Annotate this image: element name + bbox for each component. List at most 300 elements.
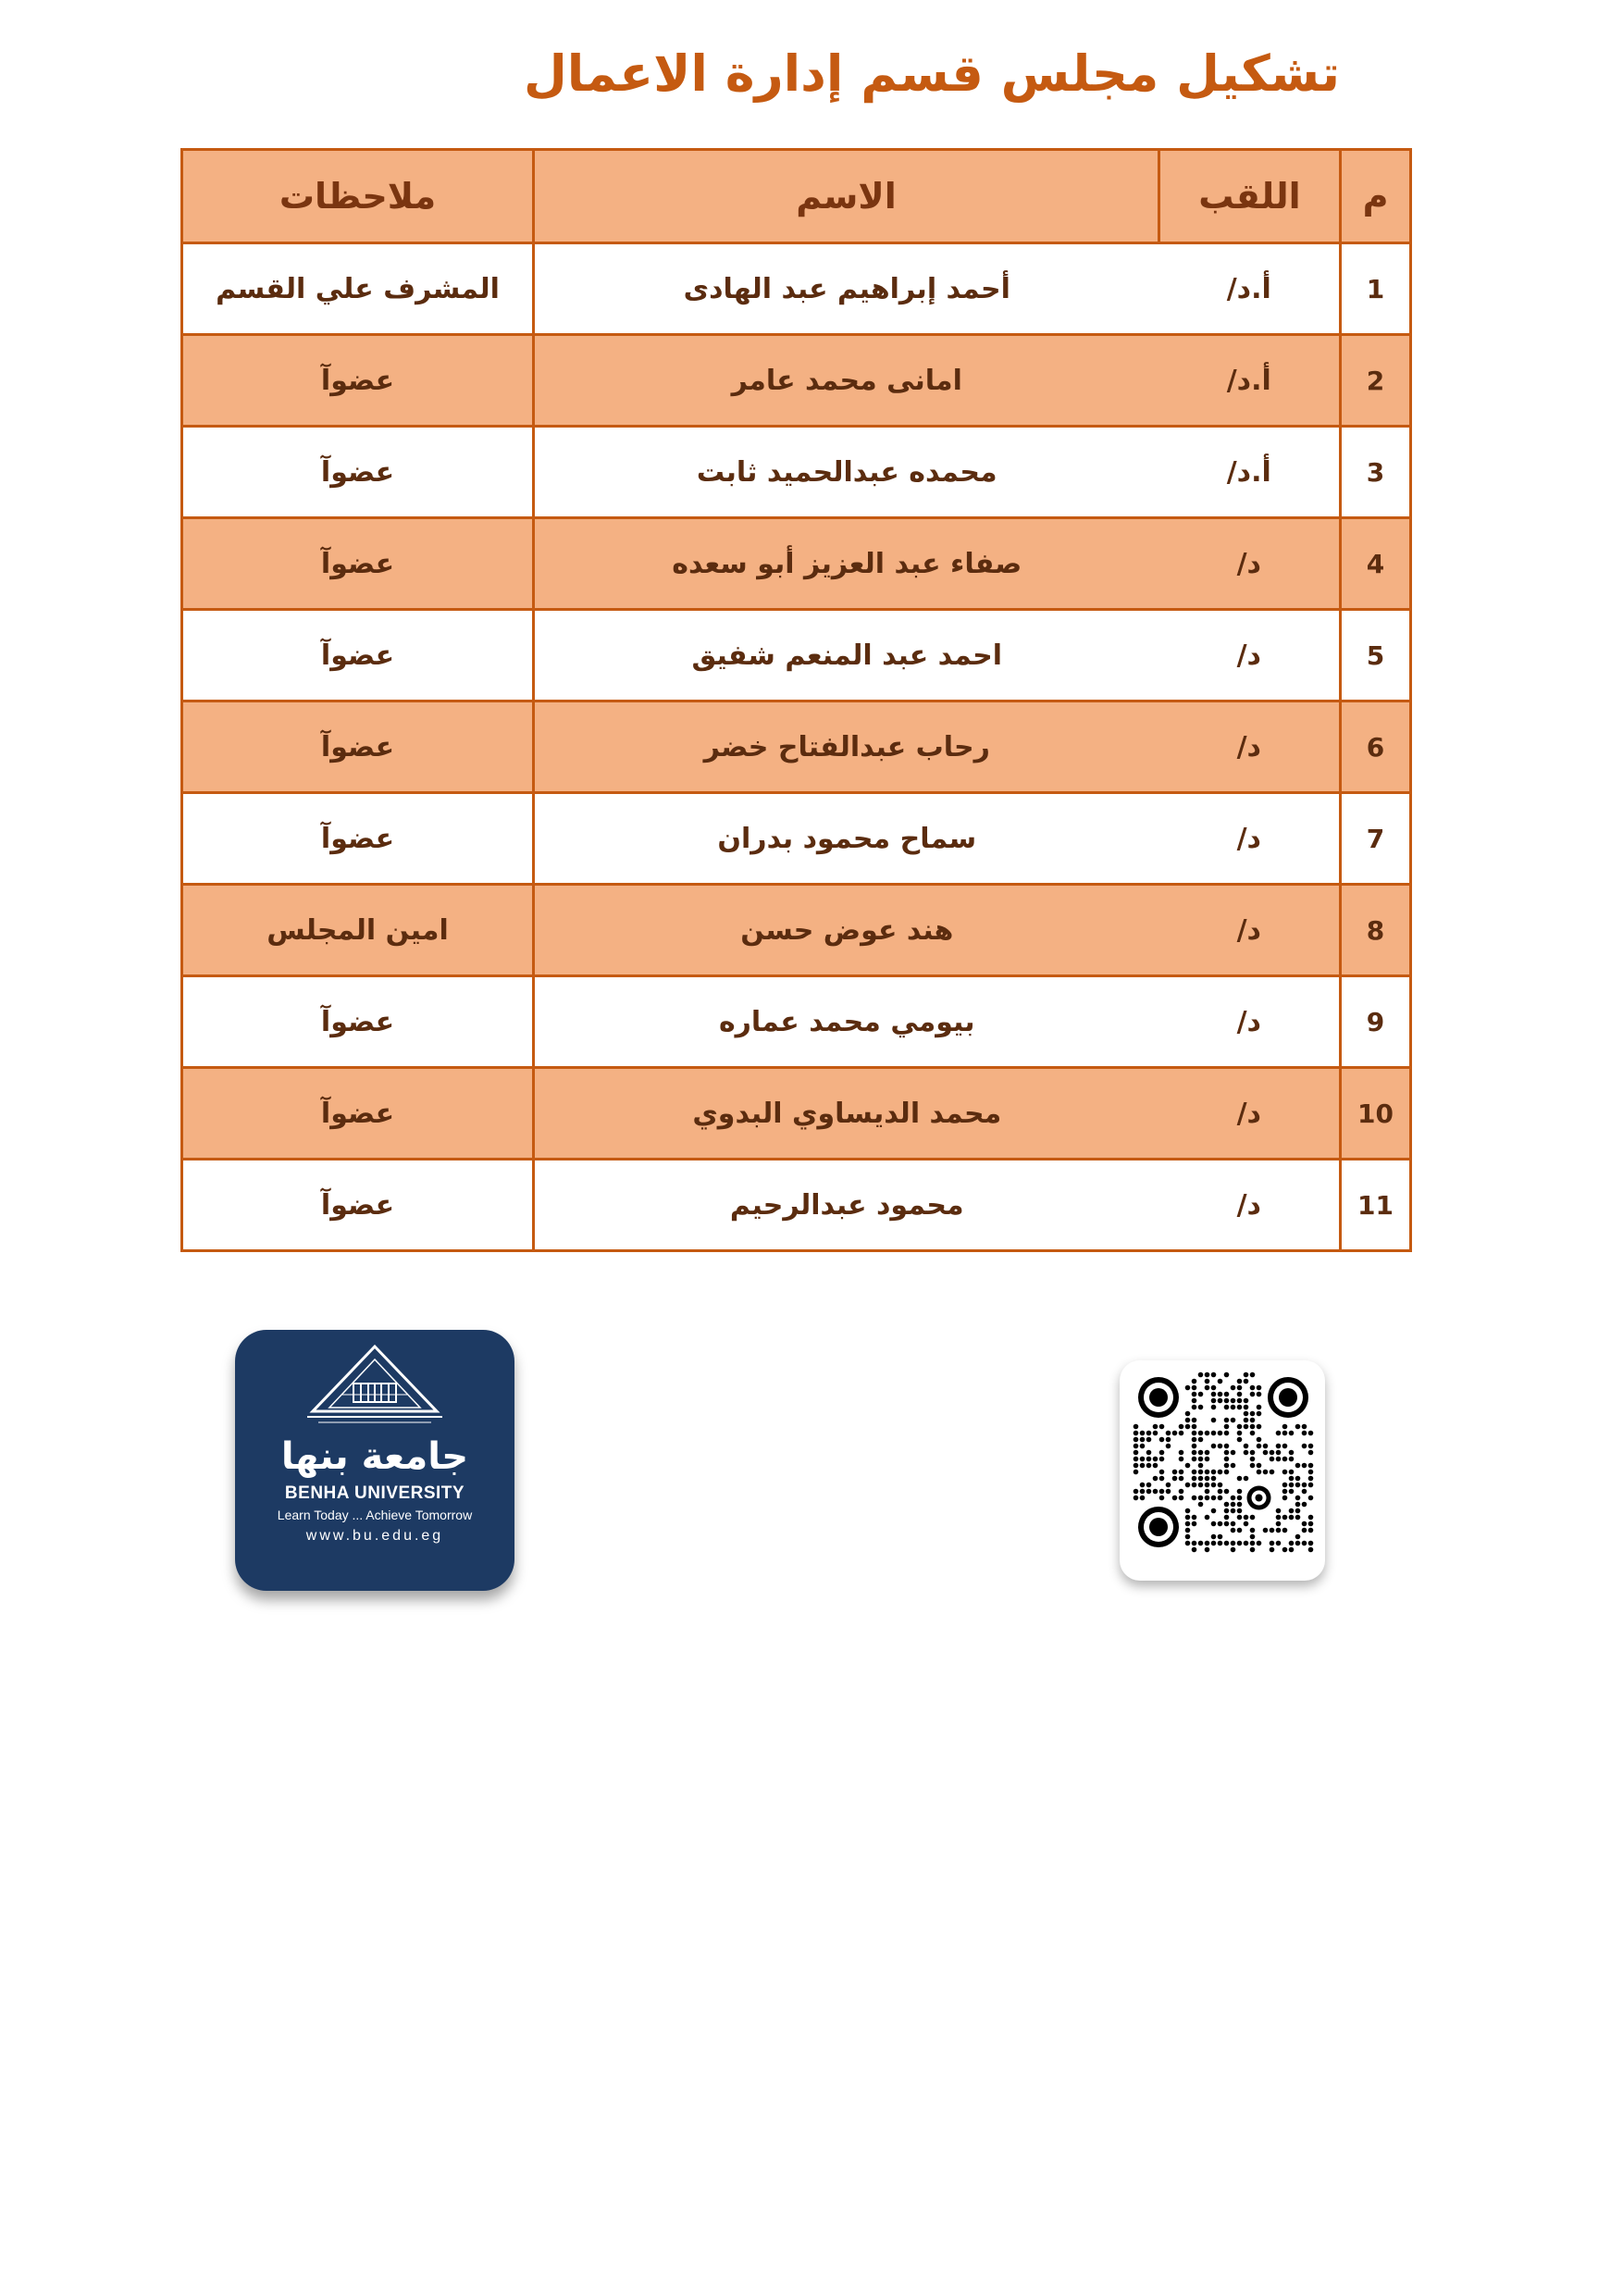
qr-module <box>1224 1541 1230 1546</box>
qr-module <box>1237 1528 1243 1533</box>
qr-module <box>1185 1424 1191 1430</box>
qr-module <box>1146 1450 1152 1456</box>
qr-module <box>1146 1463 1152 1469</box>
qr-finder-core <box>1149 1518 1168 1536</box>
table-row <box>182 1068 1411 1160</box>
qr-module <box>1244 1424 1249 1430</box>
qr-module <box>1159 1476 1165 1482</box>
qr-module <box>1192 1476 1197 1482</box>
qr-module <box>1237 1502 1243 1508</box>
qr-module <box>1270 1528 1275 1533</box>
qr-module <box>1295 1496 1301 1501</box>
qr-module <box>1244 1515 1249 1520</box>
qr-module <box>1295 1541 1301 1546</box>
qr-module <box>1282 1528 1288 1533</box>
qr-module <box>1308 1483 1314 1488</box>
qr-module <box>1140 1444 1146 1449</box>
qr-module <box>1308 1528 1314 1533</box>
row-notes: عضوآ <box>182 976 534 1068</box>
qr-module <box>1282 1515 1288 1520</box>
row-notes: عضوآ <box>182 793 534 885</box>
qr-module <box>1224 1398 1230 1404</box>
qr-module <box>1211 1385 1217 1391</box>
qr-module <box>1289 1547 1295 1553</box>
qr-module <box>1211 1392 1217 1397</box>
qr-module <box>1295 1502 1301 1508</box>
qr-module <box>1159 1496 1165 1501</box>
qr-module <box>1198 1541 1204 1546</box>
qr-module <box>1192 1541 1197 1546</box>
qr-module <box>1224 1450 1230 1456</box>
qr-module <box>1244 1444 1249 1449</box>
qr-module <box>1237 1392 1243 1397</box>
qr-module <box>1134 1470 1139 1475</box>
qr-module <box>1276 1508 1282 1514</box>
qr-module <box>1218 1489 1223 1495</box>
qr-module <box>1198 1470 1204 1475</box>
row-notes: عضوآ <box>182 1160 534 1251</box>
row-notes: عضوآ <box>182 1068 534 1160</box>
qr-module <box>1185 1418 1191 1423</box>
qr-module <box>1270 1547 1275 1553</box>
qr-module <box>1185 1411 1191 1417</box>
row-number: 2 <box>1341 335 1411 427</box>
row-number: 6 <box>1341 701 1411 793</box>
qr-module <box>1153 1463 1158 1469</box>
qr-module <box>1211 1541 1217 1546</box>
row-notes: امين المجلس <box>182 885 534 976</box>
qr-module <box>1205 1431 1210 1436</box>
qr-module <box>1218 1541 1223 1546</box>
qr-module <box>1250 1392 1256 1397</box>
qr-module <box>1218 1444 1223 1449</box>
page-title <box>0 44 1623 103</box>
qr-module <box>1289 1431 1295 1436</box>
qr-module <box>1295 1463 1301 1469</box>
table-row <box>182 243 1411 335</box>
row-title: د/ <box>1159 518 1341 610</box>
qr-module <box>1179 1450 1184 1456</box>
qr-module <box>1263 1444 1269 1449</box>
qr-module <box>1308 1547 1314 1553</box>
qr-module <box>1192 1437 1197 1443</box>
qr-finder-core <box>1279 1388 1297 1407</box>
qr-module <box>1237 1405 1243 1410</box>
row-number: 10 <box>1341 1068 1411 1160</box>
qr-module <box>1231 1398 1236 1404</box>
qr-module <box>1153 1424 1158 1430</box>
qr-module <box>1179 1457 1184 1462</box>
qr-module <box>1302 1521 1307 1527</box>
row-notes: عضوآ <box>182 335 534 427</box>
table-row <box>182 885 1411 976</box>
qr-module <box>1185 1521 1191 1527</box>
qr-module <box>1224 1470 1230 1475</box>
header-number: م <box>1341 150 1411 243</box>
qr-module <box>1302 1483 1307 1488</box>
qr-module <box>1302 1489 1307 1495</box>
qr-module <box>1257 1470 1262 1475</box>
row-name: محمده عبدالحميد ثابت <box>534 427 1159 518</box>
qr-module <box>1237 1496 1243 1501</box>
qr-module <box>1250 1372 1256 1378</box>
qr-module <box>1237 1398 1243 1404</box>
row-notes: عضوآ <box>182 427 534 518</box>
qr-module <box>1185 1463 1191 1469</box>
qr-module <box>1257 1424 1262 1430</box>
qr-module <box>1166 1431 1171 1436</box>
qr-module <box>1185 1528 1191 1533</box>
qr-module <box>1134 1431 1139 1436</box>
qr-module <box>1276 1515 1282 1520</box>
qr-module <box>1250 1424 1256 1430</box>
row-name: رحاب عبدالفتاح خضر <box>534 701 1159 793</box>
qr-module <box>1146 1483 1152 1488</box>
qr-module <box>1231 1418 1236 1423</box>
qr-module <box>1198 1392 1204 1397</box>
qr-module <box>1179 1424 1184 1430</box>
qr-module <box>1134 1496 1139 1501</box>
qr-module <box>1231 1463 1236 1469</box>
row-notes: عضوآ <box>182 701 534 793</box>
qr-module <box>1250 1411 1256 1417</box>
qr-module <box>1289 1470 1295 1475</box>
qr-module <box>1140 1463 1146 1469</box>
qr-module <box>1289 1489 1295 1495</box>
qr-module <box>1179 1470 1184 1475</box>
qr-module <box>1192 1521 1197 1527</box>
qr-module <box>1308 1444 1314 1449</box>
qr-module <box>1231 1547 1236 1553</box>
qr-module <box>1295 1534 1301 1540</box>
qr-module <box>1205 1379 1210 1384</box>
qr-module <box>1211 1496 1217 1501</box>
qr-module <box>1205 1470 1210 1475</box>
qr-module <box>1276 1528 1282 1533</box>
qr-module <box>1134 1424 1139 1430</box>
qr-module <box>1282 1431 1288 1436</box>
qr-module <box>1211 1508 1217 1514</box>
qr-module <box>1257 1385 1262 1391</box>
qr-module <box>1224 1418 1230 1423</box>
qr-module <box>1185 1515 1191 1520</box>
qr-module <box>1282 1496 1288 1501</box>
qr-module <box>1205 1385 1210 1391</box>
qr-module <box>1250 1457 1256 1462</box>
table-header-row <box>182 150 1411 243</box>
qr-module <box>1289 1515 1295 1520</box>
logo-english-name: BENHA UNIVERSITY <box>284 1483 465 1503</box>
qr-module <box>1185 1483 1191 1488</box>
qr-module <box>1244 1379 1249 1384</box>
qr-module <box>1192 1450 1197 1456</box>
qr-module <box>1302 1444 1307 1449</box>
row-number: 9 <box>1341 976 1411 1068</box>
qr-module <box>1295 1476 1301 1482</box>
qr-module <box>1179 1431 1184 1436</box>
row-name: أحمد إبراهيم عبد الهادى <box>534 243 1159 335</box>
qr-module <box>1140 1489 1146 1495</box>
qr-module <box>1218 1431 1223 1436</box>
qr-module <box>1250 1547 1256 1553</box>
qr-module <box>1198 1502 1204 1508</box>
qr-module <box>1237 1424 1243 1430</box>
qr-module <box>1192 1398 1197 1404</box>
qr-module <box>1257 1411 1262 1417</box>
qr-module <box>1250 1418 1256 1423</box>
qr-module <box>1205 1483 1210 1488</box>
qr-finder-core <box>1149 1388 1168 1407</box>
qr-module <box>1198 1405 1204 1410</box>
qr-module <box>1205 1541 1210 1546</box>
qr-module <box>1250 1463 1256 1469</box>
qr-module <box>1140 1437 1146 1443</box>
qr-module <box>1146 1431 1152 1436</box>
qr-module <box>1302 1528 1307 1533</box>
qr-module <box>1302 1541 1307 1546</box>
qr-module <box>1302 1502 1307 1508</box>
qr-module <box>1231 1521 1236 1527</box>
qr-module <box>1295 1515 1301 1520</box>
qr-module <box>1244 1405 1249 1410</box>
qr-module <box>1185 1534 1191 1540</box>
qr-module <box>1231 1528 1236 1533</box>
qr-module <box>1250 1515 1256 1520</box>
qr-module <box>1244 1521 1249 1527</box>
qr-module <box>1276 1457 1282 1462</box>
qr-module <box>1237 1489 1243 1495</box>
row-notes: المشرف علي القسم <box>182 243 534 335</box>
qr-module <box>1276 1541 1282 1546</box>
row-name: بيومي محمد عماره <box>534 976 1159 1068</box>
table-row <box>182 701 1411 793</box>
qr-module <box>1237 1476 1243 1482</box>
qr-module <box>1166 1444 1171 1449</box>
logo-url: www.bu.edu.eg <box>305 1528 444 1544</box>
qr-module <box>1244 1541 1249 1546</box>
qr-module <box>1205 1547 1210 1553</box>
qr-module <box>1192 1547 1197 1553</box>
qr-module <box>1231 1502 1236 1508</box>
qr-module <box>1282 1424 1288 1430</box>
qr-module <box>1224 1457 1230 1462</box>
qr-module <box>1192 1431 1197 1436</box>
qr-module <box>1159 1424 1165 1430</box>
qr-module <box>1224 1508 1230 1514</box>
qr-module <box>1289 1476 1295 1482</box>
qr-module <box>1172 1476 1178 1482</box>
qr-module <box>1231 1450 1236 1456</box>
qr-module <box>1172 1496 1178 1501</box>
qr-module <box>1237 1515 1243 1520</box>
qr-module <box>1211 1431 1217 1436</box>
row-number: 1 <box>1341 243 1411 335</box>
qr-module <box>1257 1405 1262 1410</box>
qr-module <box>1244 1372 1249 1378</box>
qr-module <box>1282 1483 1288 1488</box>
qr-module <box>1224 1489 1230 1495</box>
qr-module <box>1250 1450 1256 1456</box>
qr-module <box>1159 1470 1165 1475</box>
qr-module <box>1218 1379 1223 1384</box>
qr-module <box>1159 1437 1165 1443</box>
qr-module <box>1205 1372 1210 1378</box>
qr-module <box>1218 1470 1223 1475</box>
qr-module <box>1276 1521 1282 1527</box>
qr-module <box>1237 1437 1243 1443</box>
qr-module <box>1134 1489 1139 1495</box>
qr-module <box>1211 1534 1217 1540</box>
qr-module <box>1302 1463 1307 1469</box>
row-number: 8 <box>1341 885 1411 976</box>
qr-module <box>1140 1457 1146 1462</box>
row-title: د/ <box>1159 1068 1341 1160</box>
qr-module <box>1146 1437 1152 1443</box>
qr-module <box>1211 1470 1217 1475</box>
qr-module <box>1205 1457 1210 1462</box>
qr-module <box>1211 1405 1217 1410</box>
row-name: محمد الديساوي البدوي <box>534 1068 1159 1160</box>
row-title: د/ <box>1159 793 1341 885</box>
qr-module <box>1140 1496 1146 1501</box>
qr-module <box>1166 1437 1171 1443</box>
qr-module <box>1270 1470 1275 1475</box>
qr-module <box>1224 1521 1230 1527</box>
council-table <box>180 148 1412 1252</box>
qr-module <box>1250 1431 1256 1436</box>
qr-module <box>1134 1450 1139 1456</box>
qr-module <box>1244 1398 1249 1404</box>
qr-module <box>1250 1541 1256 1546</box>
table-row <box>182 793 1411 885</box>
qr-module <box>1192 1470 1197 1475</box>
qr-module <box>1198 1372 1204 1378</box>
qr-module <box>1192 1444 1197 1449</box>
qr-module <box>1308 1431 1314 1436</box>
qr-module <box>1172 1431 1178 1436</box>
qr-code-icon <box>1120 1360 1325 1581</box>
qr-align-core <box>1256 1495 1263 1502</box>
qr-module <box>1211 1398 1217 1404</box>
row-title: د/ <box>1159 610 1341 701</box>
qr-module <box>1211 1476 1217 1482</box>
qr-module <box>1224 1424 1230 1430</box>
qr-module <box>1244 1411 1249 1417</box>
qr-module <box>1185 1541 1191 1546</box>
header-title: اللقب <box>1159 150 1341 243</box>
row-name: سماح محمود بدران <box>534 793 1159 885</box>
qr-module <box>1198 1437 1204 1443</box>
qr-module <box>1282 1489 1288 1495</box>
qr-module <box>1289 1457 1295 1462</box>
qr-module <box>1295 1424 1301 1430</box>
qr-module <box>1159 1450 1165 1456</box>
row-notes: عضوآ <box>182 518 534 610</box>
qr-module <box>1276 1444 1282 1449</box>
table-row <box>182 1160 1411 1251</box>
qr-module <box>1270 1541 1275 1546</box>
qr-module <box>1302 1431 1307 1436</box>
row-title: د/ <box>1159 976 1341 1068</box>
qr-module <box>1134 1444 1139 1449</box>
qr-module <box>1282 1444 1288 1449</box>
qr-module <box>1257 1444 1262 1449</box>
qr-module <box>1179 1496 1184 1501</box>
qr-module <box>1308 1476 1314 1482</box>
qr-module <box>1192 1515 1197 1520</box>
qr-module <box>1192 1379 1197 1384</box>
qr-module <box>1198 1463 1204 1469</box>
qr-module <box>1146 1489 1152 1495</box>
qr-module <box>1263 1450 1269 1456</box>
qr-module <box>1308 1541 1314 1546</box>
qr-module <box>1198 1431 1204 1436</box>
qr-module <box>1192 1424 1197 1430</box>
row-title: د/ <box>1159 1160 1341 1251</box>
qr-module <box>1250 1534 1256 1540</box>
qr-module <box>1205 1489 1210 1495</box>
qr-module <box>1198 1476 1204 1482</box>
qr-module <box>1308 1450 1314 1456</box>
qr-module <box>1231 1385 1236 1391</box>
table-row <box>182 976 1411 1068</box>
qr-module <box>1205 1496 1210 1501</box>
qr-module <box>1224 1463 1230 1469</box>
qr-module <box>1231 1541 1236 1546</box>
row-title: أ.د/ <box>1159 335 1341 427</box>
qr-module <box>1282 1470 1288 1475</box>
row-name: امانى محمد عامر <box>534 335 1159 427</box>
qr-module <box>1218 1496 1223 1501</box>
qr-module <box>1244 1450 1249 1456</box>
qr-module <box>1166 1483 1171 1488</box>
qr-module <box>1218 1521 1223 1527</box>
qr-module <box>1218 1483 1223 1488</box>
qr-module <box>1308 1515 1314 1520</box>
university-emblem-icon <box>305 1343 444 1428</box>
qr-module <box>1211 1372 1217 1378</box>
table-row <box>182 518 1411 610</box>
qr-module <box>1263 1470 1269 1475</box>
logo-tagline: Learn Today ... Achieve Tomorrow <box>277 1508 473 1522</box>
qr-module <box>1231 1508 1236 1514</box>
header-name: الاسم <box>534 150 1159 243</box>
qr-module <box>1192 1418 1197 1423</box>
row-name: احمد عبد المنعم شفيق <box>534 610 1159 701</box>
row-title: أ.د/ <box>1159 427 1341 518</box>
qr-module <box>1218 1392 1223 1397</box>
qr-module <box>1282 1547 1288 1553</box>
qr-module <box>1282 1457 1288 1462</box>
qr-module <box>1263 1528 1269 1533</box>
qr-module <box>1159 1489 1165 1495</box>
qr-module <box>1153 1489 1158 1495</box>
qr-module <box>1185 1385 1191 1391</box>
row-name: هند عوض حسن <box>534 885 1159 976</box>
qr-module <box>1237 1431 1243 1436</box>
qr-module <box>1244 1418 1249 1423</box>
qr-module <box>1289 1483 1295 1488</box>
row-name: صفاء عبد العزيز أبو سعده <box>534 518 1159 610</box>
qr-module <box>1231 1496 1236 1501</box>
qr-module <box>1289 1508 1295 1514</box>
row-number: 7 <box>1341 793 1411 885</box>
qr-module <box>1172 1470 1178 1475</box>
qr-module <box>1308 1463 1314 1469</box>
qr-module <box>1276 1431 1282 1436</box>
qr-module <box>1192 1385 1197 1391</box>
qr-module <box>1211 1483 1217 1488</box>
